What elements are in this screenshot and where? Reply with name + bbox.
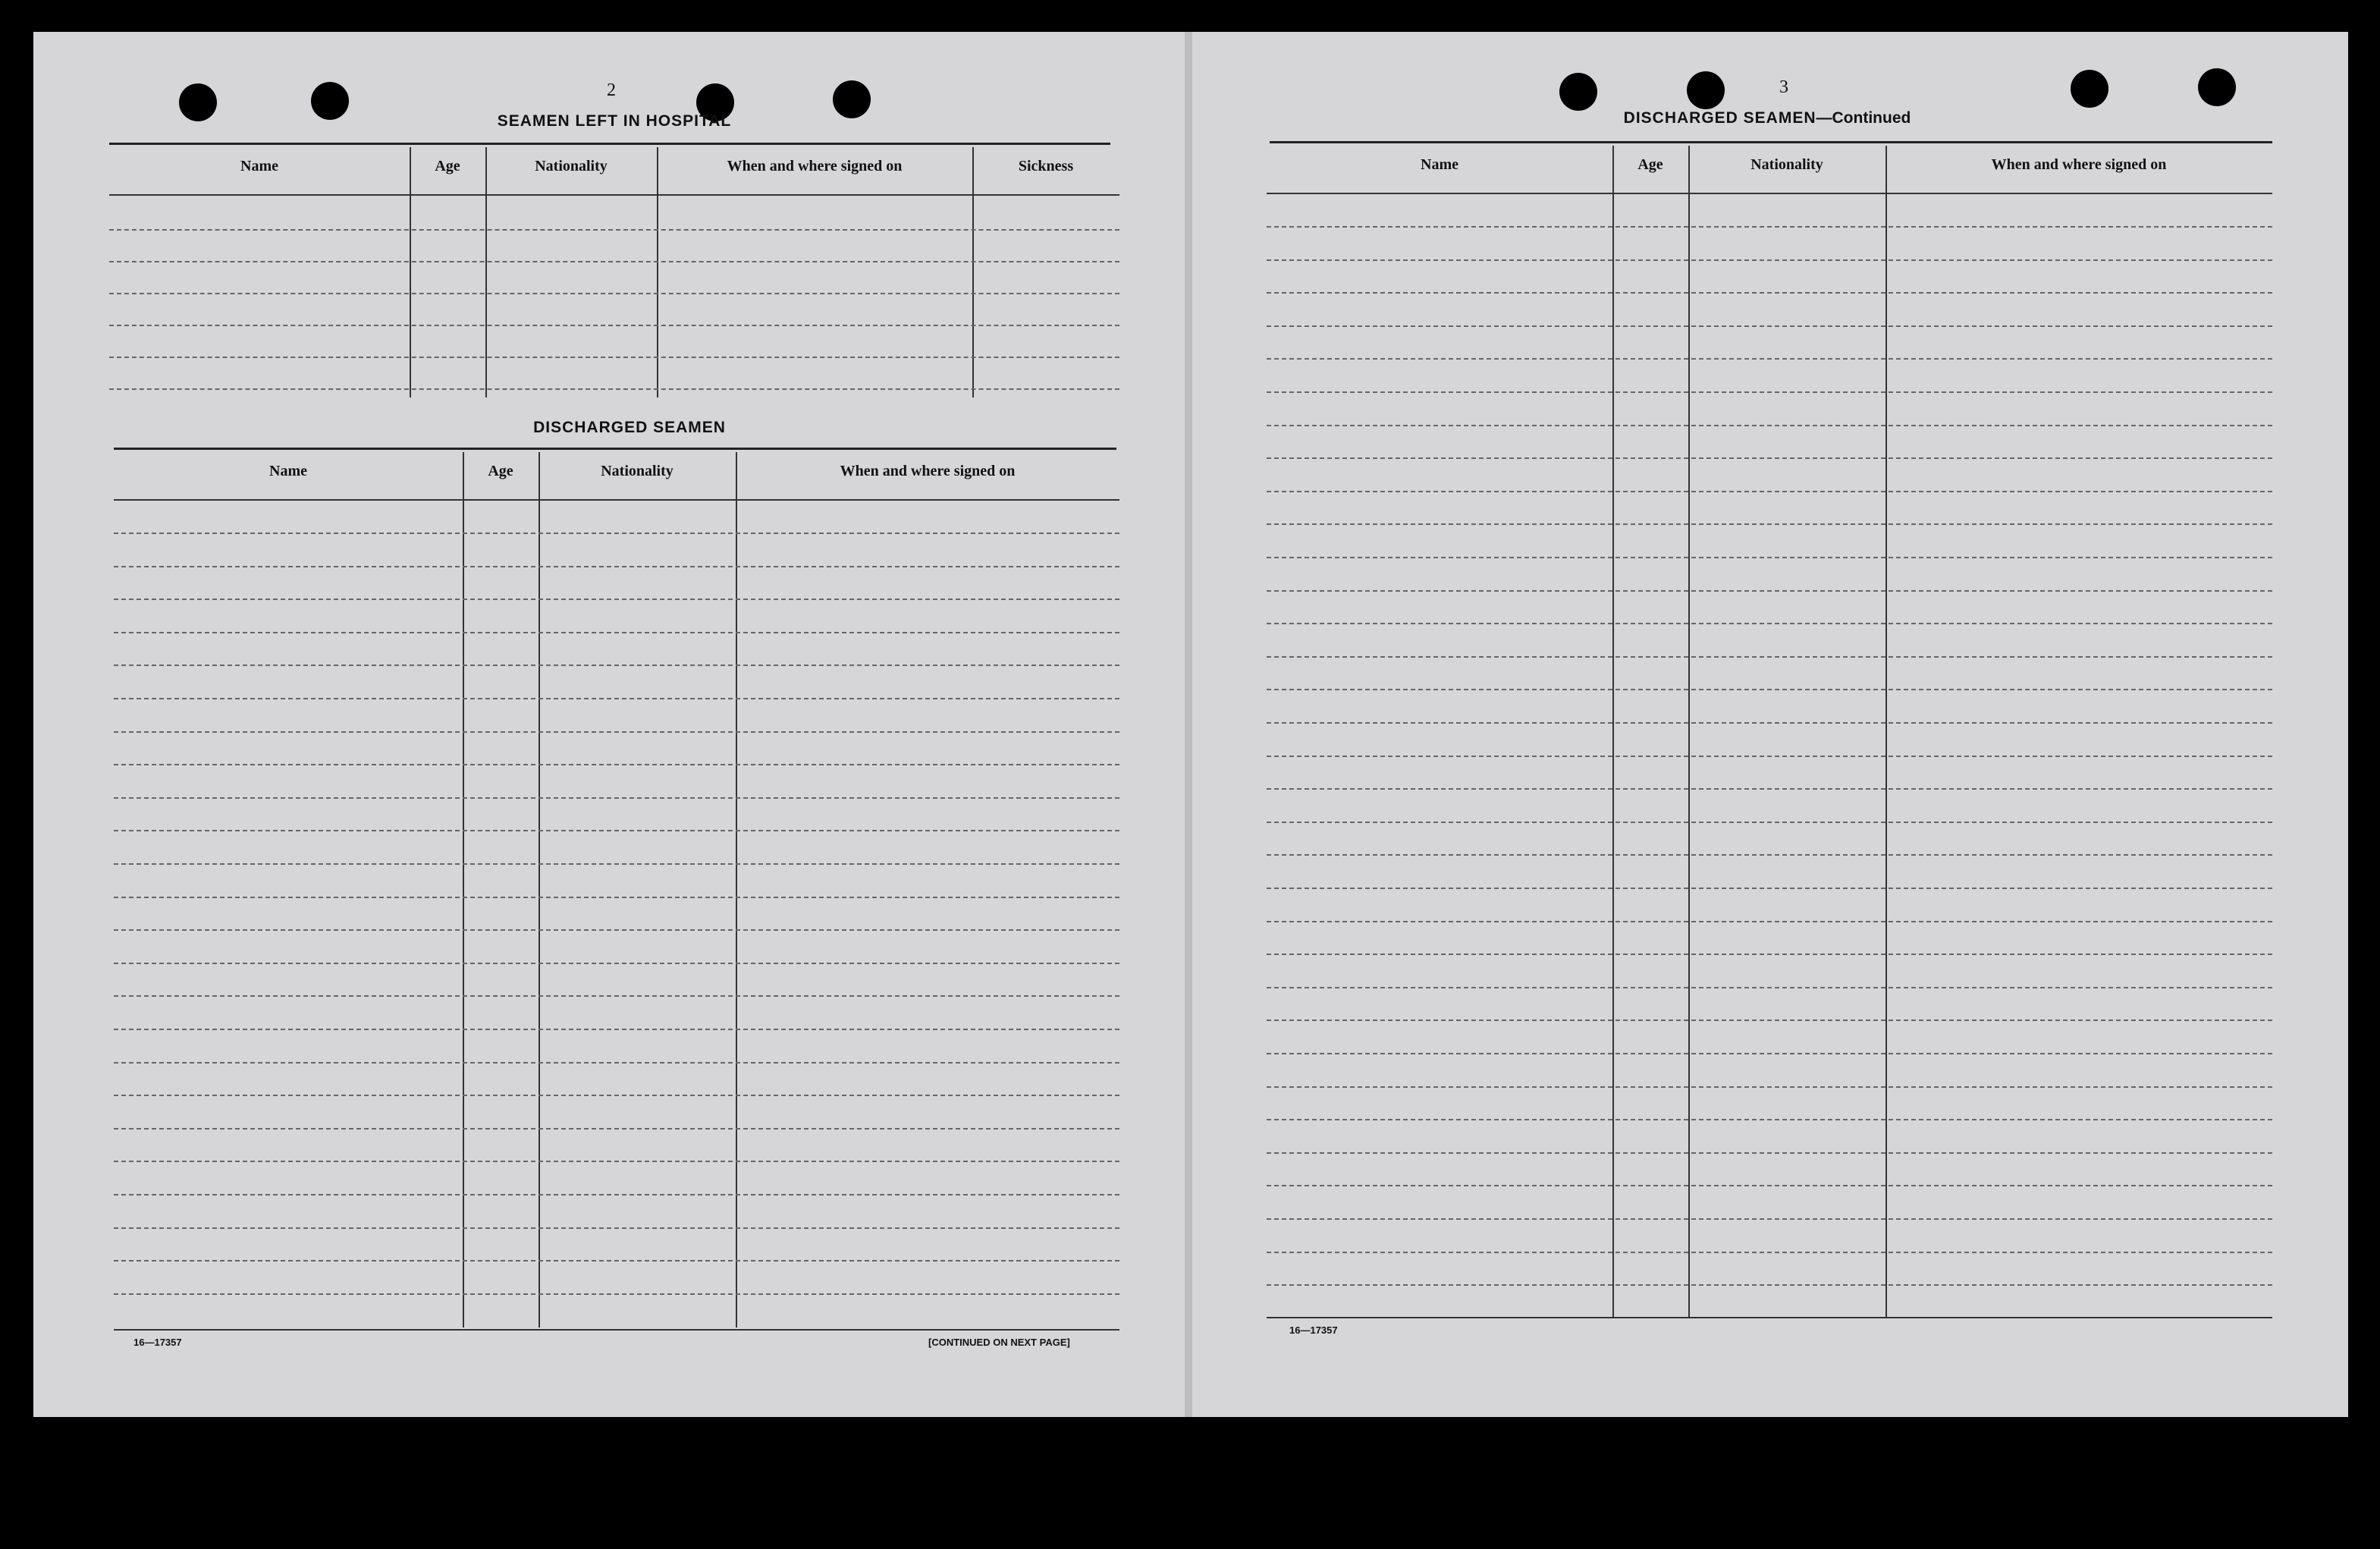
entry-line: [114, 533, 1119, 534]
entry-line: [1267, 656, 2272, 658]
col-header-nationality: Nationality: [1750, 156, 1823, 173]
col-header-name: Name: [240, 158, 278, 174]
entry-line: [114, 1095, 1119, 1096]
page-fold: [1185, 32, 1192, 1417]
entry-line: [1267, 1284, 2272, 1286]
entry-line: [1267, 292, 2272, 294]
entry-line: [1267, 391, 2272, 393]
hospital-table: [109, 147, 1119, 401]
entry-line: [1267, 1185, 2272, 1186]
column-divider: [410, 147, 411, 397]
entry-line: [1267, 1152, 2272, 1154]
discharged-table-right: [1267, 146, 2272, 1320]
col-header-age: Age: [1637, 156, 1663, 173]
entry-line: [114, 566, 1119, 567]
entry-line: [1267, 623, 2272, 624]
column-divider: [485, 147, 487, 397]
entry-line: [1267, 491, 2272, 492]
entry-line: [114, 1227, 1119, 1229]
continued-note: [CONTINUED ON NEXT PAGE]: [928, 1337, 1070, 1348]
column-divider: [1885, 146, 1887, 1317]
entry-line: [114, 731, 1119, 733]
section-rule: [1270, 141, 2272, 143]
entry-line: [1267, 590, 2272, 592]
col-header-age: Age: [435, 158, 460, 174]
entry-line: [114, 830, 1119, 831]
title-suffix: —Continued: [1816, 109, 1911, 127]
entry-line: [1267, 987, 2272, 988]
entry-line: [1267, 756, 2272, 757]
column-divider: [657, 147, 658, 397]
form-number: 16—17357: [133, 1337, 182, 1348]
entry-line: [109, 293, 1119, 294]
column-divider: [736, 452, 737, 1327]
entry-line: [1267, 954, 2272, 955]
entry-line: [114, 1260, 1119, 1262]
punch-hole: [179, 83, 217, 121]
page-number: 3: [1779, 77, 1788, 97]
header-underline: [114, 499, 1119, 501]
entry-line: [114, 797, 1119, 799]
entry-line: [1267, 788, 2272, 790]
title-main: DISCHARGED SEAMEN: [1623, 109, 1816, 127]
entry-line: [1267, 1252, 2272, 1253]
entry-line: [109, 325, 1119, 326]
entry-line: [1267, 722, 2272, 724]
section-rule: [109, 143, 1110, 145]
column-divider: [538, 452, 540, 1327]
column-divider: [1612, 146, 1614, 1317]
form-number: 16—17357: [1289, 1324, 1338, 1336]
punch-hole: [1687, 71, 1725, 109]
col-header-age: Age: [488, 463, 513, 479]
table-bottom-rule: [114, 1329, 1119, 1331]
header-underline: [109, 194, 1119, 196]
discharged-section-title: DISCHARGED SEAMEN: [533, 419, 726, 436]
column-divider: [1688, 146, 1690, 1317]
entry-line: [1267, 1086, 2272, 1088]
entry-line: [114, 1194, 1119, 1196]
entry-line: [114, 995, 1119, 997]
punch-hole: [311, 82, 349, 120]
col-header-name: Name: [1421, 156, 1458, 173]
entry-line: [1267, 325, 2272, 327]
entry-line: [109, 388, 1119, 390]
entry-line: [114, 897, 1119, 898]
col-header-nationality: Nationality: [535, 158, 608, 174]
column-divider: [463, 452, 464, 1327]
entry-line: [1267, 358, 2272, 360]
entry-line: [114, 665, 1119, 666]
page-number: 2: [607, 80, 616, 100]
col-header-name: Name: [269, 463, 307, 479]
entry-line: [114, 863, 1119, 865]
entry-line: [114, 764, 1119, 765]
entry-line: [1267, 854, 2272, 856]
entry-line: [1267, 1119, 2272, 1120]
entry-line: [114, 1128, 1119, 1130]
section-rule: [114, 448, 1116, 450]
hospital-section-title: SEAMEN LEFT IN HOSPITAL: [497, 112, 732, 130]
entry-line: [114, 599, 1119, 600]
entry-line: [1267, 557, 2272, 558]
header-underline: [1267, 193, 2272, 194]
col-header-signed-on: When and where signed on: [840, 463, 1016, 479]
entry-line: [1267, 921, 2272, 922]
discharged-continued-title: [1540, 109, 1995, 127]
entry-line: [114, 1161, 1119, 1162]
punch-hole: [1559, 73, 1597, 111]
punch-hole: [833, 80, 871, 118]
entry-line: [114, 963, 1119, 964]
entry-line: [1267, 226, 2272, 228]
entry-line: [114, 698, 1119, 699]
entry-line: [114, 929, 1119, 931]
col-header-signed-on: When and where signed on: [1991, 156, 2167, 173]
entry-line: [1267, 689, 2272, 690]
entry-line: [1267, 1020, 2272, 1021]
entry-line: [1267, 259, 2272, 261]
entry-line: [109, 261, 1119, 262]
entry-line: [114, 632, 1119, 633]
entry-line: [1267, 822, 2272, 823]
col-header-signed-on: When and where signed on: [727, 158, 903, 174]
entry-line: [1267, 425, 2272, 426]
entry-line: [1267, 1053, 2272, 1054]
entry-line: [109, 357, 1119, 358]
entry-line: [1267, 888, 2272, 889]
punch-hole: [2071, 70, 2108, 108]
column-divider: [972, 147, 974, 397]
entry-line: [114, 1029, 1119, 1030]
entry-line: [1267, 1218, 2272, 1220]
entry-line: [114, 1293, 1119, 1295]
entry-line: [1267, 457, 2272, 459]
table-bottom-rule: [1267, 1317, 2272, 1318]
entry-line: [114, 1062, 1119, 1064]
entry-line: [109, 229, 1119, 231]
discharged-table-left: [114, 452, 1119, 1332]
entry-line: [1267, 523, 2272, 525]
col-header-nationality: Nationality: [601, 463, 673, 479]
col-header-sickness: Sickness: [1018, 158, 1074, 174]
punch-hole: [2198, 68, 2236, 106]
